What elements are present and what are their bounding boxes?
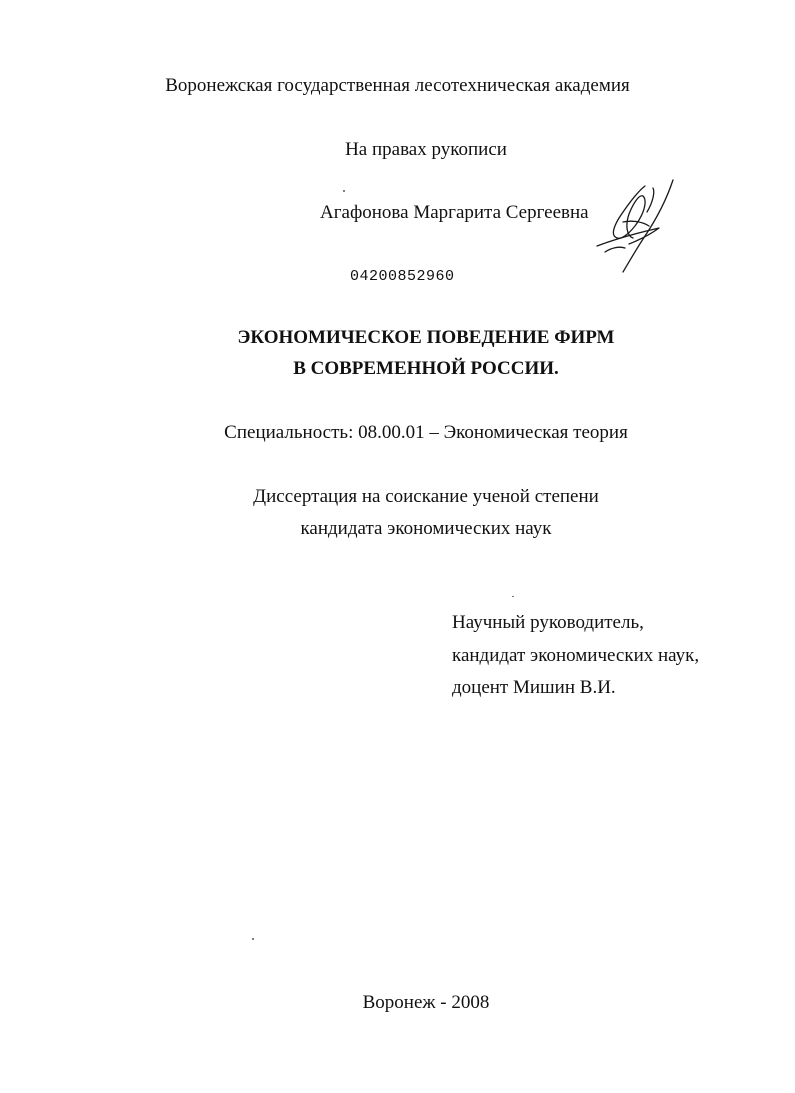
degree-line-1: Диссертация на соискание ученой степени [253, 486, 599, 507]
scan-speck [512, 596, 514, 597]
catalog-number: 04200852960 [350, 268, 455, 285]
degree-line-2: кандидата экономических наук [300, 518, 552, 539]
thesis-title-line-1: ЭКОНОМИЧЕСКОЕ ПОВЕДЕНИЕ ФИРМ [237, 327, 615, 348]
advisor-line-2: кандидат экономических наук, [452, 645, 700, 666]
institution-name: Воронежская государственная лесотехническая академия [165, 75, 630, 96]
advisor-line-1: Научный руководитель, [452, 612, 644, 633]
scan-speck [252, 938, 254, 940]
city-year: Воронеж - 2008 [362, 992, 490, 1013]
handwritten-signature-icon [593, 178, 683, 274]
manuscript-note: На правах рукописи [345, 139, 507, 160]
advisor-line-3: доцент Мишин В.И. [452, 677, 616, 698]
author-name: Агафонова Маргарита Сергеевна [320, 202, 589, 223]
thesis-title-line-2: В СОВРЕМЕННОЙ РОССИИ. [293, 358, 559, 379]
scan-speck [343, 190, 345, 192]
specialty: Специальность: 08.00.01 – Экономическая теория [224, 422, 628, 443]
